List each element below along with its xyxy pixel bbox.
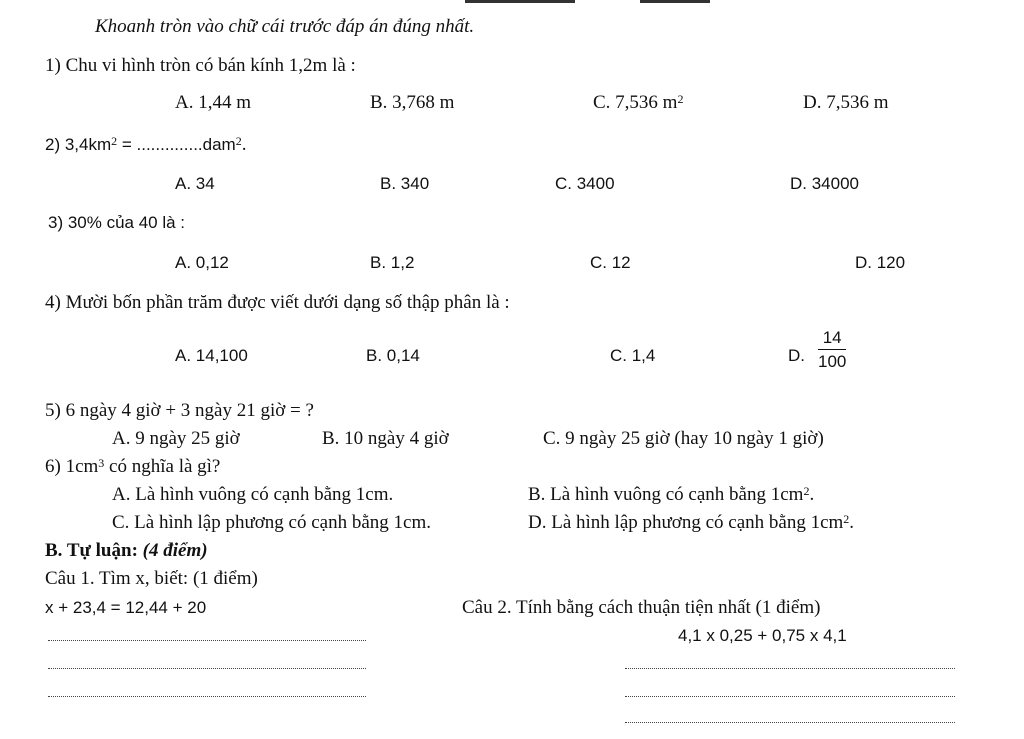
question-5: 5) 6 ngày 4 giờ + 3 ngày 21 giờ = ? <box>45 400 314 421</box>
q5-option-b[interactable]: B. 10 ngày 4 giờ <box>322 428 449 449</box>
cau1-title: Câu 1. Tìm x, biết: (1 điểm) <box>45 568 258 589</box>
q3-option-d[interactable]: D. 120 <box>855 253 906 272</box>
question-6 <box>45 456 220 478</box>
cropped-top-mark <box>640 0 710 3</box>
q6-option-b[interactable] <box>528 484 814 506</box>
fraction-denominator: 100 <box>818 352 847 371</box>
part-b-points: (4 điểm) <box>142 540 208 561</box>
q5-option-a[interactable]: A. 9 ngày 25 giờ <box>112 428 240 449</box>
answer-line-right-1[interactable] <box>625 668 955 669</box>
q4-option-d[interactable]: D. <box>788 346 805 365</box>
superscript: 2 <box>677 92 684 106</box>
answer-line-right-3[interactable] <box>625 722 955 723</box>
answer-line-left-2[interactable] <box>48 668 366 669</box>
superscript: 3 <box>98 456 105 470</box>
q3-option-a[interactable]: A. 0,12 <box>175 253 229 272</box>
q2-end: . <box>241 134 247 155</box>
cau2-title: Câu 2. Tính bằng cách thuận tiện nhất (1 điểm) <box>462 597 821 618</box>
q4-option-d-fraction <box>818 327 846 373</box>
cau2-expression: 4,1 x 0,25 + 0,75 x 4,1 <box>678 626 847 645</box>
superscript: 2 <box>803 484 810 498</box>
q6-rest: có nghĩa là gì? <box>104 456 221 477</box>
q2-option-c[interactable]: C. 3400 <box>555 174 615 193</box>
q3-option-c[interactable]: C. 12 <box>590 253 631 272</box>
answer-line-left-1[interactable] <box>48 640 366 641</box>
fraction-numerator: 14 <box>818 327 846 350</box>
question-3: 3) 30% của 40 là : <box>48 213 186 232</box>
part-b-title: B. Tự luận: <box>45 540 143 561</box>
q6-option-d[interactable] <box>528 512 854 534</box>
q1-option-c-text: C. 7,536 m <box>593 92 678 113</box>
instruction: Khoanh tròn vào chữ cái trước đáp án đúng nhất. <box>95 16 475 37</box>
q1-option-c[interactable] <box>593 92 683 114</box>
q6-option-c[interactable]: C. Là hình lập phương có cạnh bằng 1cm. <box>112 512 431 533</box>
q1-option-b[interactable]: B. 3,768 m <box>370 92 455 113</box>
q2-prefix: 2) 3,4km <box>45 135 112 154</box>
answer-line-left-3[interactable] <box>48 696 366 697</box>
q5-option-c[interactable]: C. 9 ngày 25 giờ (hay 10 ngày 1 giờ) <box>543 428 824 449</box>
cropped-top-mark <box>465 0 575 3</box>
q6-option-d-end: . <box>849 512 855 533</box>
q4-option-b[interactable]: B. 0,14 <box>366 346 420 365</box>
q4-option-a[interactable]: A. 14,100 <box>175 346 248 365</box>
question-2 <box>45 134 246 156</box>
q1-option-d[interactable]: D. 7,536 m <box>803 92 889 113</box>
q6-option-b-end: . <box>809 484 815 505</box>
q1-option-a[interactable]: A. 1,44 m <box>175 92 251 113</box>
question-1: 1) Chu vi hình tròn có bán kính 1,2m là : <box>45 55 356 76</box>
q6-option-a[interactable]: A. Là hình vuông có cạnh bằng 1cm. <box>112 484 394 505</box>
q2-unit: dam <box>202 135 236 154</box>
q6-option-b-text: B. Là hình vuông có cạnh bằng 1cm <box>528 484 804 505</box>
q6-option-d-text: D. Là hình lập phương có cạnh bằng 1cm <box>528 512 844 533</box>
part-b-heading <box>45 540 208 562</box>
q2-blank: = .............. <box>117 135 203 154</box>
superscript: 2 <box>111 134 118 148</box>
answer-line-right-2[interactable] <box>625 696 955 697</box>
superscript: 2 <box>843 512 850 526</box>
q4-option-c[interactable]: C. 1,4 <box>610 346 656 365</box>
q2-option-d[interactable]: D. 34000 <box>790 174 859 193</box>
q2-option-a[interactable]: A. 34 <box>175 174 215 193</box>
question-4: 4) Mười bốn phần trăm được viết dưới dạng số thập phân là : <box>45 292 510 313</box>
superscript: 2 <box>235 134 242 148</box>
cau1-expression: x + 23,4 = 12,44 + 20 <box>45 598 207 617</box>
q6-prefix: 6) 1cm <box>45 456 99 477</box>
q3-option-b[interactable]: B. 1,2 <box>370 253 415 272</box>
q2-option-b[interactable]: B. 340 <box>380 174 430 193</box>
